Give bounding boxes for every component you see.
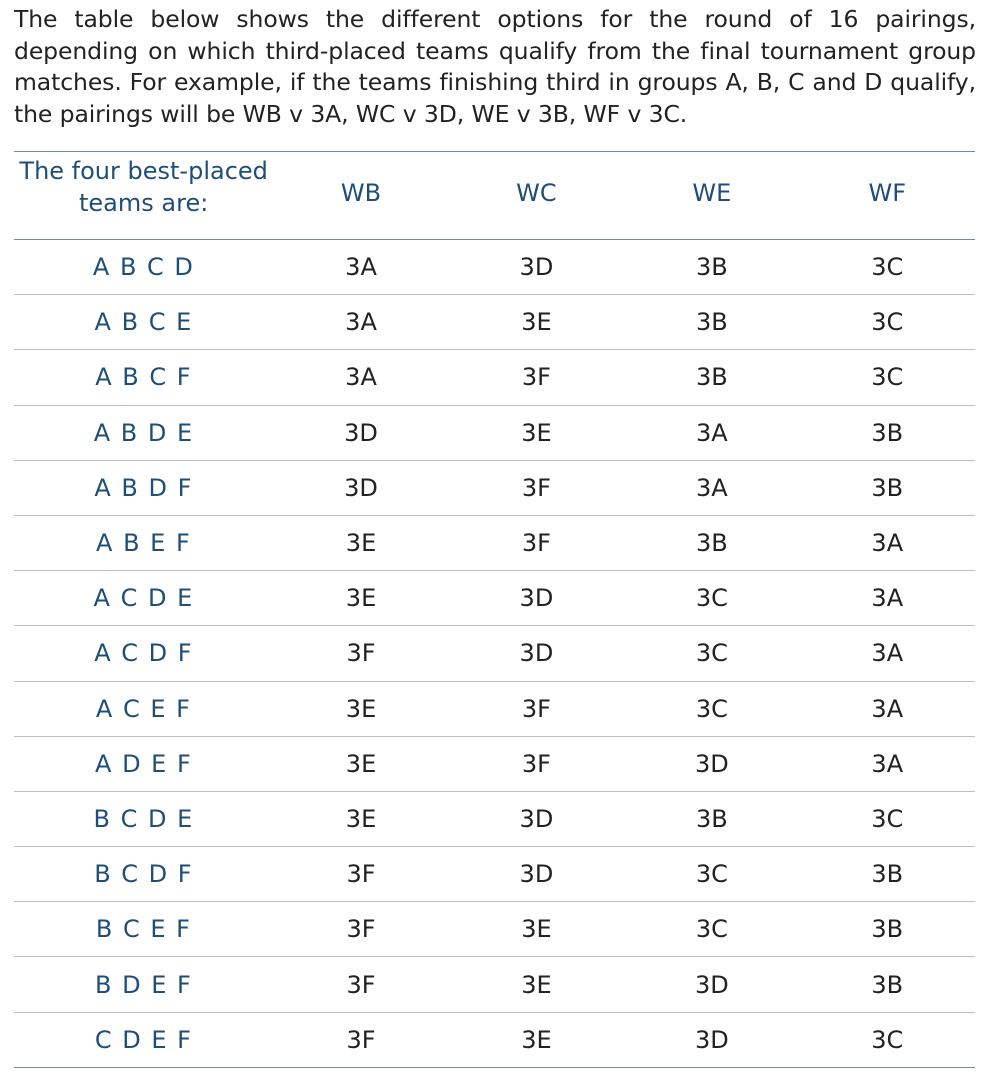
wc-opponent-cell: 3E — [449, 405, 624, 460]
qualified-groups-cell: B C D F — [14, 847, 273, 902]
wf-opponent-cell: 3A — [800, 681, 975, 736]
we-opponent-cell: 3A — [624, 405, 799, 460]
qualified-groups-cell: A D E F — [14, 736, 273, 791]
header-wb: WB — [273, 152, 448, 240]
table-row — [14, 847, 975, 902]
wf-opponent-cell: 3B — [800, 405, 975, 460]
table-row — [14, 571, 975, 626]
wb-opponent-cell: 3F — [273, 1012, 448, 1067]
qualified-groups-cell: B C E F — [14, 902, 273, 957]
table-row — [14, 295, 975, 350]
wb-opponent-cell: 3E — [273, 736, 448, 791]
wc-opponent-cell: 3F — [449, 460, 624, 515]
table-row — [14, 736, 975, 791]
intro-paragraph: The table below shows the different options for the round of 16 pairings, depending on which third-placed teams qualify from the final tournament group matches. For example, if the teams finishing third in groups A, B, C and D qualify, the pairings will be WB v 3A, WC v 3D, WE v 3B, WF v 3C. — [14, 5, 976, 128]
wf-opponent-cell: 3B — [800, 957, 975, 1012]
table-row — [14, 681, 975, 736]
qualified-groups-cell: C D E F — [14, 1012, 273, 1067]
qualified-groups-cell: A B D E — [14, 405, 273, 460]
wb-opponent-cell: 3E — [273, 515, 448, 570]
wc-opponent-cell: 3E — [449, 1012, 624, 1067]
wb-opponent-cell: 3A — [273, 295, 448, 350]
wc-opponent-cell: 3D — [449, 626, 624, 681]
table-row — [14, 405, 975, 460]
table-row — [14, 515, 975, 570]
wb-opponent-cell: 3A — [273, 240, 448, 295]
wf-opponent-cell: 3B — [800, 902, 975, 957]
we-opponent-cell: 3B — [624, 791, 799, 846]
table-row — [14, 791, 975, 846]
wb-opponent-cell: 3D — [273, 405, 448, 460]
we-opponent-cell: 3C — [624, 902, 799, 957]
wc-opponent-cell: 3F — [449, 681, 624, 736]
qualified-groups-cell: A B C F — [14, 350, 273, 405]
table-row — [14, 1012, 975, 1067]
qualified-groups-cell: A C D E — [14, 571, 273, 626]
wf-opponent-cell: 3C — [800, 1012, 975, 1067]
wf-opponent-cell: 3C — [800, 240, 975, 295]
qualified-groups-cell: A B E F — [14, 515, 273, 570]
header-wc: WC — [449, 152, 624, 240]
wc-opponent-cell: 3E — [449, 295, 624, 350]
wb-opponent-cell: 3E — [273, 681, 448, 736]
wc-opponent-cell: 3F — [449, 736, 624, 791]
wf-opponent-cell: 3C — [800, 350, 975, 405]
table-row — [14, 240, 975, 295]
wf-opponent-cell: 3A — [800, 626, 975, 681]
wc-opponent-cell: 3E — [449, 902, 624, 957]
wf-opponent-cell: 3A — [800, 515, 975, 570]
qualified-groups-cell: A C E F — [14, 681, 273, 736]
wf-opponent-cell: 3C — [800, 295, 975, 350]
wc-opponent-cell: 3D — [449, 847, 624, 902]
wc-opponent-cell: 3D — [449, 240, 624, 295]
we-opponent-cell: 3B — [624, 515, 799, 570]
wb-opponent-cell: 3D — [273, 460, 448, 515]
we-opponent-cell: 3C — [624, 571, 799, 626]
qualified-groups-cell: A B D F — [14, 460, 273, 515]
table-row — [14, 902, 975, 957]
header-we: WE — [624, 152, 799, 240]
qualified-groups-cell: A C D F — [14, 626, 273, 681]
header-wf: WF — [800, 152, 975, 240]
we-opponent-cell: 3D — [624, 957, 799, 1012]
qualified-groups-cell: A B C D — [14, 240, 273, 295]
we-opponent-cell: 3C — [624, 626, 799, 681]
wf-opponent-cell: 3B — [800, 460, 975, 515]
wf-opponent-cell: 3A — [800, 736, 975, 791]
table-row — [14, 350, 975, 405]
wc-opponent-cell: 3E — [449, 957, 624, 1012]
we-opponent-cell: 3B — [624, 240, 799, 295]
header-best-placed-teams: The four best-placed teams are: — [14, 152, 273, 240]
pairings-table — [14, 151, 975, 1068]
table-header-row — [14, 152, 975, 240]
we-opponent-cell: 3B — [624, 295, 799, 350]
table-row — [14, 460, 975, 515]
we-opponent-cell: 3D — [624, 736, 799, 791]
wc-opponent-cell: 3F — [449, 515, 624, 570]
wb-opponent-cell: 3F — [273, 957, 448, 1012]
we-opponent-cell: 3C — [624, 681, 799, 736]
qualified-groups-cell: A B C E — [14, 295, 273, 350]
wc-opponent-cell: 3F — [449, 350, 624, 405]
wb-opponent-cell: 3F — [273, 902, 448, 957]
table-row — [14, 957, 975, 1012]
qualified-groups-cell: B C D E — [14, 791, 273, 846]
we-opponent-cell: 3D — [624, 1012, 799, 1067]
we-opponent-cell: 3A — [624, 460, 799, 515]
wb-opponent-cell: 3E — [273, 791, 448, 846]
we-opponent-cell: 3C — [624, 847, 799, 902]
qualified-groups-cell: B D E F — [14, 957, 273, 1012]
table-row — [14, 626, 975, 681]
wb-opponent-cell: 3F — [273, 847, 448, 902]
wf-opponent-cell: 3C — [800, 791, 975, 846]
we-opponent-cell: 3B — [624, 350, 799, 405]
wc-opponent-cell: 3D — [449, 571, 624, 626]
wb-opponent-cell: 3E — [273, 571, 448, 626]
wb-opponent-cell: 3F — [273, 626, 448, 681]
wf-opponent-cell: 3B — [800, 847, 975, 902]
wf-opponent-cell: 3A — [800, 571, 975, 626]
wc-opponent-cell: 3D — [449, 791, 624, 846]
wb-opponent-cell: 3A — [273, 350, 448, 405]
